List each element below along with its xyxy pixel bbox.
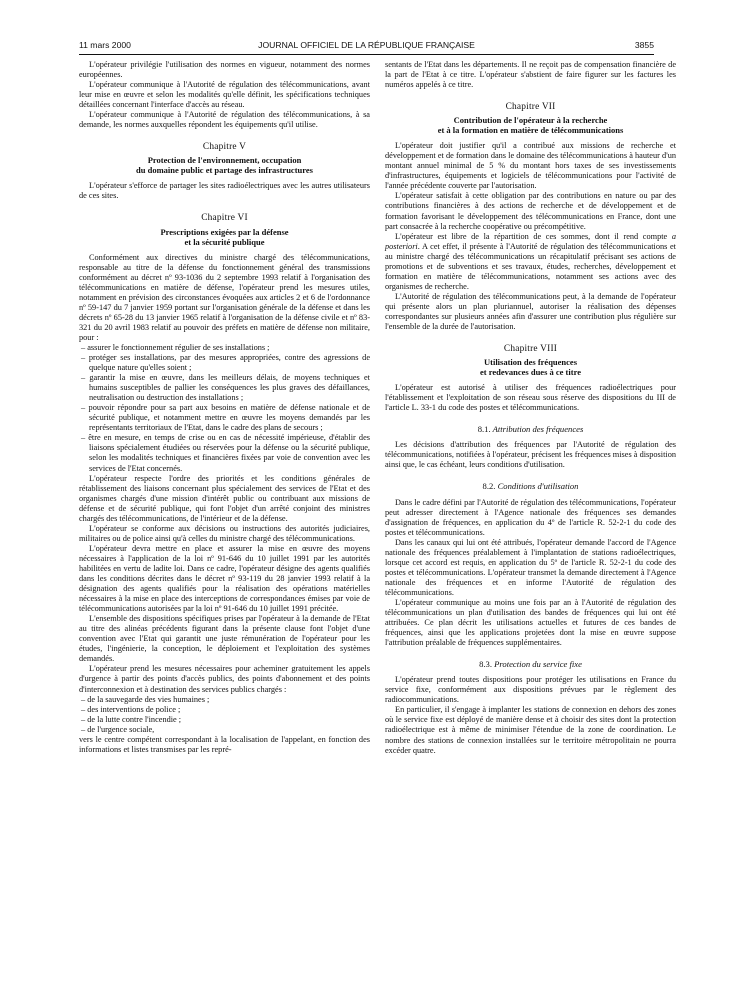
paragraph: L'opérateur s'efforce de partager les sites radioélectriques avec les autres utilisateurs de ces sites. bbox=[79, 181, 370, 201]
chapter-label: Chapitre V bbox=[202, 142, 247, 153]
italic-text: a posteriori bbox=[385, 231, 676, 251]
list-item: – des interventions de police ; bbox=[79, 705, 370, 715]
section-number: 8.3. bbox=[479, 659, 492, 670]
paragraph: L'opérateur prend toutes dispositions pour protéger les utilisations en France du service fixe, conformément aux dispositions prévues par le règlement des radiocommunications. bbox=[385, 675, 676, 705]
paragraph: sentants de l'Etat dans les départements. Il ne reçoit pas de compensation financière de la part de l'Etat à ce titre. L'opérateur s'abstient de faire figurer sur les factures les numéros appelés à ce titre. bbox=[385, 60, 676, 90]
paragraph: L'Autorité de régulation des télécommunications peut, à la demande de l'opérateur qui présente alors un plan pluriannuel, autoriser la réalisation des dépenses correspondantes sur plusieurs années afin d'assurer une contribution plus régulière sur l'ensemble de la durée de l'autorisation. bbox=[385, 291, 676, 332]
header-date: 11 mars 2000 bbox=[79, 40, 131, 50]
paragraph: L'opérateur se conforme aux décisions ou instructions des autorités judiciaires, militaires ou de police ainsi qu'à celles du ministre chargé des télécommunications. bbox=[79, 523, 370, 543]
section-title: Protection du service fixe bbox=[494, 659, 582, 670]
chapter-title-line: et redevances dues à ce titre bbox=[480, 367, 581, 378]
chapter-title bbox=[79, 227, 370, 247]
paragraph: L'opérateur respecte l'ordre des priorités et les conditions générales de rétablissement des liaisons concernant plus spécialement des services de l'Etat et des organismes chargés d'une mission d'intérêt public ou contribuant aux missions de défense et de sécurité publique, qui font l'objet d'un arrêté conjoint des ministres chargés des télécommunications, de l'intérieur et de la défense. bbox=[79, 473, 370, 523]
list-item: – être en mesure, en temps de crise ou en cas de nécessité impérieuse, d'établir des liaisons spécialement étudiées ou réservées pour la défense ou la sécurité publique, selon les modalités techniques et financières fixées par voie de convention avec les services de l'Etat concernés. bbox=[79, 433, 370, 473]
text-run: L'opérateur est libre de la répartition de ces sommes, dont il rend compte bbox=[395, 231, 672, 241]
list-item: – protéger ses installations, par des mesures appropriées, contre des agressions de quelque nature qu'elles soient ; bbox=[79, 353, 370, 373]
section-heading bbox=[385, 424, 676, 434]
chapter-title-line: Protection de l'environnement, occupation bbox=[147, 155, 302, 166]
chapter-title-line: du domaine public et partage des infrastructures bbox=[136, 165, 313, 176]
paragraph: Les décisions d'attribution des fréquences par l'Autorité de régulation des télécommunications, notifiées à l'opérateur, précisent les fréquences mises à disposition ainsi que, le cas échéant, leurs conditions d'utilisation. bbox=[385, 440, 676, 470]
paragraph: L'ensemble des dispositions spécifiques prises par l'opérateur à la demande de l'Etat au titre des alinéas précédents figurant dans la présente clause font l'objet d'une convention avec l'Etat qui garantit une juste rémunération de l'opérateur pour les études, l'ingénierie, la conception, le déploiement et l'exploitation des systèmes demandés. bbox=[79, 614, 370, 664]
chapter-title-line: et à la formation en matière de télécommunications bbox=[437, 125, 624, 136]
chapter-title bbox=[385, 357, 676, 377]
paragraph: L'opérateur est autorisé à utiliser des fréquences radioélectriques pour l'établissement et l'exploitation de son réseau sous réserve des dispositions du III de l'article L. 33-1 du code des postes et télécommunications. bbox=[385, 383, 676, 413]
section-title: Conditions d'utilisation bbox=[497, 481, 579, 492]
list-item: – garantir la mise en œuvre, dans les meilleurs délais, de moyens techniques et humains susceptibles de pallier les conséquences les plus graves des défaillances, neutralisation ou destruction des installations ; bbox=[79, 373, 370, 403]
paragraph: vers le centre compétent correspondant à la localisation de l'appelant, en fonction des informations et listes transmises par les repré- bbox=[79, 734, 370, 754]
section-heading bbox=[385, 481, 676, 491]
emergency-services-list bbox=[79, 695, 370, 735]
list-item: – pouvoir répondre pour sa part aux besoins en matière de défense nationale et de sécurité publique, et notamment mettre en œuvre les moyens demandés par les représentants territoriaux de l'Etat, dans le cadre des plans de secours ; bbox=[79, 403, 370, 433]
paragraph: L'opérateur privilégie l'utilisation des normes en vigueur, notamment des normes européennes. bbox=[79, 60, 370, 80]
paragraph: L'opérateur communique au moins une fois par an à l'Autorité de régulation des télécommunications un plan d'utilisation des bandes de fréquences qui lui ont été attribuées. Ce plan décrit les utilisations actuelles et futures de ces bandes de fréquences, ainsi que les applications projetées dont la mise en œuvre suppose l'attribution préalable de fréquences supplémentaires. bbox=[385, 597, 676, 648]
chapter-label: Chapitre VII bbox=[505, 102, 556, 113]
paragraph: Dans le cadre défini par l'Autorité de régulation des télécommunications, l'opérateur peut adresser directement à l'Agence nationale des fréquences ses demandes d'assignation de fréquences, en application du 4º de l'article R. 52-2-1 du code des postes et télécommunications. bbox=[385, 497, 676, 537]
chapter-title-line: Prescriptions exigées par la défense bbox=[160, 226, 289, 237]
list-item: – de la sauvegarde des vies humaines ; bbox=[79, 695, 370, 705]
header-title: JOURNAL OFFICIEL DE LA RÉPUBLIQUE FRANÇAISE bbox=[258, 40, 475, 50]
paragraph: L'opérateur prend les mesures nécessaires pour acheminer gratuitement les appels d'urgence à partir des points d'accès publics, des points d'abonnement et des points d'interconnexion et à destination des services publics chargés : bbox=[79, 664, 370, 694]
paragraph: L'opérateur satisfait à cette obligation par des contributions en nature ou par des contributions financières à des actions de recherche et de développement et de formation favorisant le développement des télécommunications en France, dont une part consacrée à la recherche coopérative ou précompétitive. bbox=[385, 191, 676, 231]
list-item: – de l'urgence sociale, bbox=[79, 725, 370, 735]
paragraph: L'opérateur doit justifier qu'il a contribué aux missions de recherche et développement et de formation dans le domaine des télécommunications à hauteur d'un montant annuel minimal de 5 % du montant hors taxes de ses investissements d'infrastructures, équipements et logiciels de télécommunications pour l'activité de l'année précédente couverte par l'autorisation. bbox=[385, 141, 676, 191]
chapter-label: Chapitre VI bbox=[201, 213, 248, 224]
header-page-number: 3855 bbox=[634, 40, 654, 50]
chapter-title bbox=[385, 115, 676, 135]
paragraph: L'opérateur communique à l'Autorité de régulation des télécommunications, avant leur mise en œuvre et selon les modalités qu'elle définit, les spécifications techniques détaillées concernant l'interface d'accès au réseau. bbox=[79, 80, 370, 110]
paragraph: En particulier, il s'engage à implanter les stations de connexion en dehors des zones où le service fixe est déployé de manière dense et à choisir des sites dont la protection radioélectrique est à même de minimiser l'étendue de la zone de coordination. Le nombre des stations de connexion installées sur le territoire métropolitain ne pourra excéder quatre. bbox=[385, 705, 676, 755]
section-number: 8.1. bbox=[477, 424, 491, 435]
chapter-title-line: Contribution de l'opérateur à la recherche bbox=[453, 115, 608, 126]
list-item: – de la lutte contre l'incendie ; bbox=[79, 715, 370, 725]
section-number: 8.2. bbox=[482, 481, 496, 492]
chapter-title-line: Utilisation des fréquences bbox=[483, 357, 578, 368]
paragraph: L'opérateur communique à l'Autorité de régulation des télécommunications, à sa demande, les normes auxquelles répondent les équipements qu'il utilise. bbox=[79, 110, 370, 130]
chapter-label: Chapitre VIII bbox=[503, 344, 558, 355]
list-item: – assurer le fonctionnement régulier de ses installations ; bbox=[79, 343, 370, 353]
text-run: . A cet effet, il présente à l'Autorité de régulation des télécommunications et au ministre chargé des télécommunications un récapitulatif précisant ses actions de promotions et de subventions et ses travaux, études, recherches, développement et formation en matière de télécommunications, notamment ses actions avec des organismes de recherche. bbox=[385, 241, 676, 291]
paragraph: Conformément aux directives du ministre chargé des télécommunications, responsable au titre de la défense du fonctionnement général des transmissions conformément au décret nº 93-1036 du 2 septembre 1993 relatif à l'organisation des télécommunications en matière de défense, l'opérateur prend les mesures utiles, notamment en prévision des circonstances évoquées aux articles 2 et 6 de l'ordonnance nº 59-147 du 7 janvier 1959 portant sur l'organisation générale de la défense et dans les décrets nº 65-28 du 13 janvier 1965 relatif à l'organisation de la défense civile et nº 83-321 du 20 avril 1983 relatif au pouvoir des préfets en matière de défense non militaire, pour : bbox=[79, 252, 370, 342]
chapter-title bbox=[79, 155, 370, 175]
paragraph bbox=[385, 232, 676, 292]
section-heading bbox=[385, 659, 676, 669]
defense-measures-list bbox=[79, 343, 370, 474]
chapter-title-line: et la sécurité publique bbox=[184, 236, 265, 247]
section-title: Attribution des fréquences bbox=[492, 424, 584, 435]
page-header bbox=[79, 40, 654, 55]
left-column bbox=[79, 60, 370, 755]
right-column bbox=[385, 60, 676, 756]
paragraph: L'opérateur devra mettre en place et assurer la mise en œuvre des moyens nécessaires à l'application de la loi nº 91-646 du 10 juillet 1991 par les autorités habilitées en vertu de ladite loi. Dans ce cadre, l'opérateur désigne des agents qualifiés dans les conditions décrites dans le décret nº 93-119 du 28 janvier 1993 relatif à la désignation des agents qualifiés pour la réalisation des opérations matérielles nécessaires à la mise en place des interceptions de correspondances émises par voie de télécommunications autorisées par la loi nº 91-646 du 10 juillet 1991 précitée. bbox=[79, 543, 370, 614]
paragraph: Dans les canaux qui lui ont été attribués, l'opérateur demande l'accord de l'Agence nationale des fréquences préalablement à l'implantation de stations radioélectriques, lorsque cet accord est requis, en application du 5º de l'article R. 52-2-1 du code des postes et télécommunications. L'opérateur transmet la demande directement à l'Agence nationale des fréquences et en informe l'Autorité de régulation des télécommunications. bbox=[385, 537, 676, 597]
